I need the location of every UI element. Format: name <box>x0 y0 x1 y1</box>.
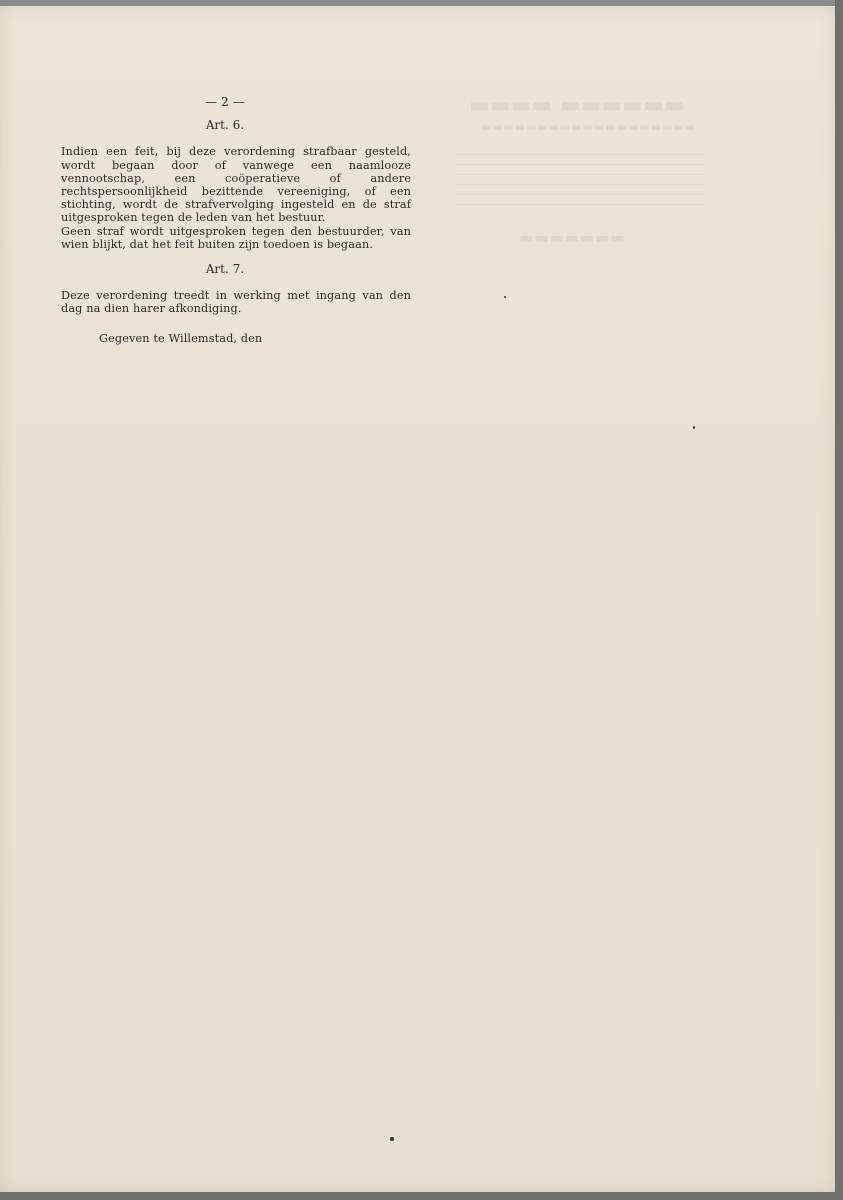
paper-speck <box>390 1137 394 1141</box>
paper-speck <box>693 426 695 429</box>
document-text <box>61 96 411 345</box>
bleed-through-heading: ▬▬▬▬▬▬▬ <box>519 228 625 247</box>
bleed-through-subtitle: ▬▬▬▬▬▬▬▬▬▬▬▬▬▬▬▬▬▬▬ <box>479 120 695 134</box>
closing-line: Gegeven te Willemstad, den <box>99 331 263 345</box>
article-7-heading: Art. 7. <box>205 262 245 277</box>
article-6-paragraph-2: Geen straf wordt uitgesproken tegen den bestuurder, van wien blijkt, dat het feit buiten zijn toedoen is begaan. <box>61 224 411 251</box>
article-6-paragraph-1: Indien een feit, bij deze verordening strafbaar gesteld, wordt begaan door of vanwege een naamlooze vennootschap, een coöperatieve of andere rechtspersoonlijkheid bezittende vereeniging, of een stichting, wordt de strafvervolging ingesteld en de straf uitgesproken tegen de leden van het bestuur. <box>61 145 411 225</box>
page-number: — 2 — <box>205 95 245 109</box>
bleed-through-title: ▬▬▬▬▬▬ ▬▬▬▬ <box>469 92 685 118</box>
article-7-paragraph-1: Deze verordening treedt in werking met ingang van den dag na dien harer afkondiging. <box>61 289 411 316</box>
scan-edge-bottom <box>0 1192 843 1200</box>
scan-edge-right <box>835 0 843 1200</box>
document-page <box>0 6 835 1192</box>
bleed-through-lines <box>455 154 705 214</box>
paper-speck <box>504 296 506 298</box>
article-6-heading: Art. 6. <box>205 118 245 133</box>
